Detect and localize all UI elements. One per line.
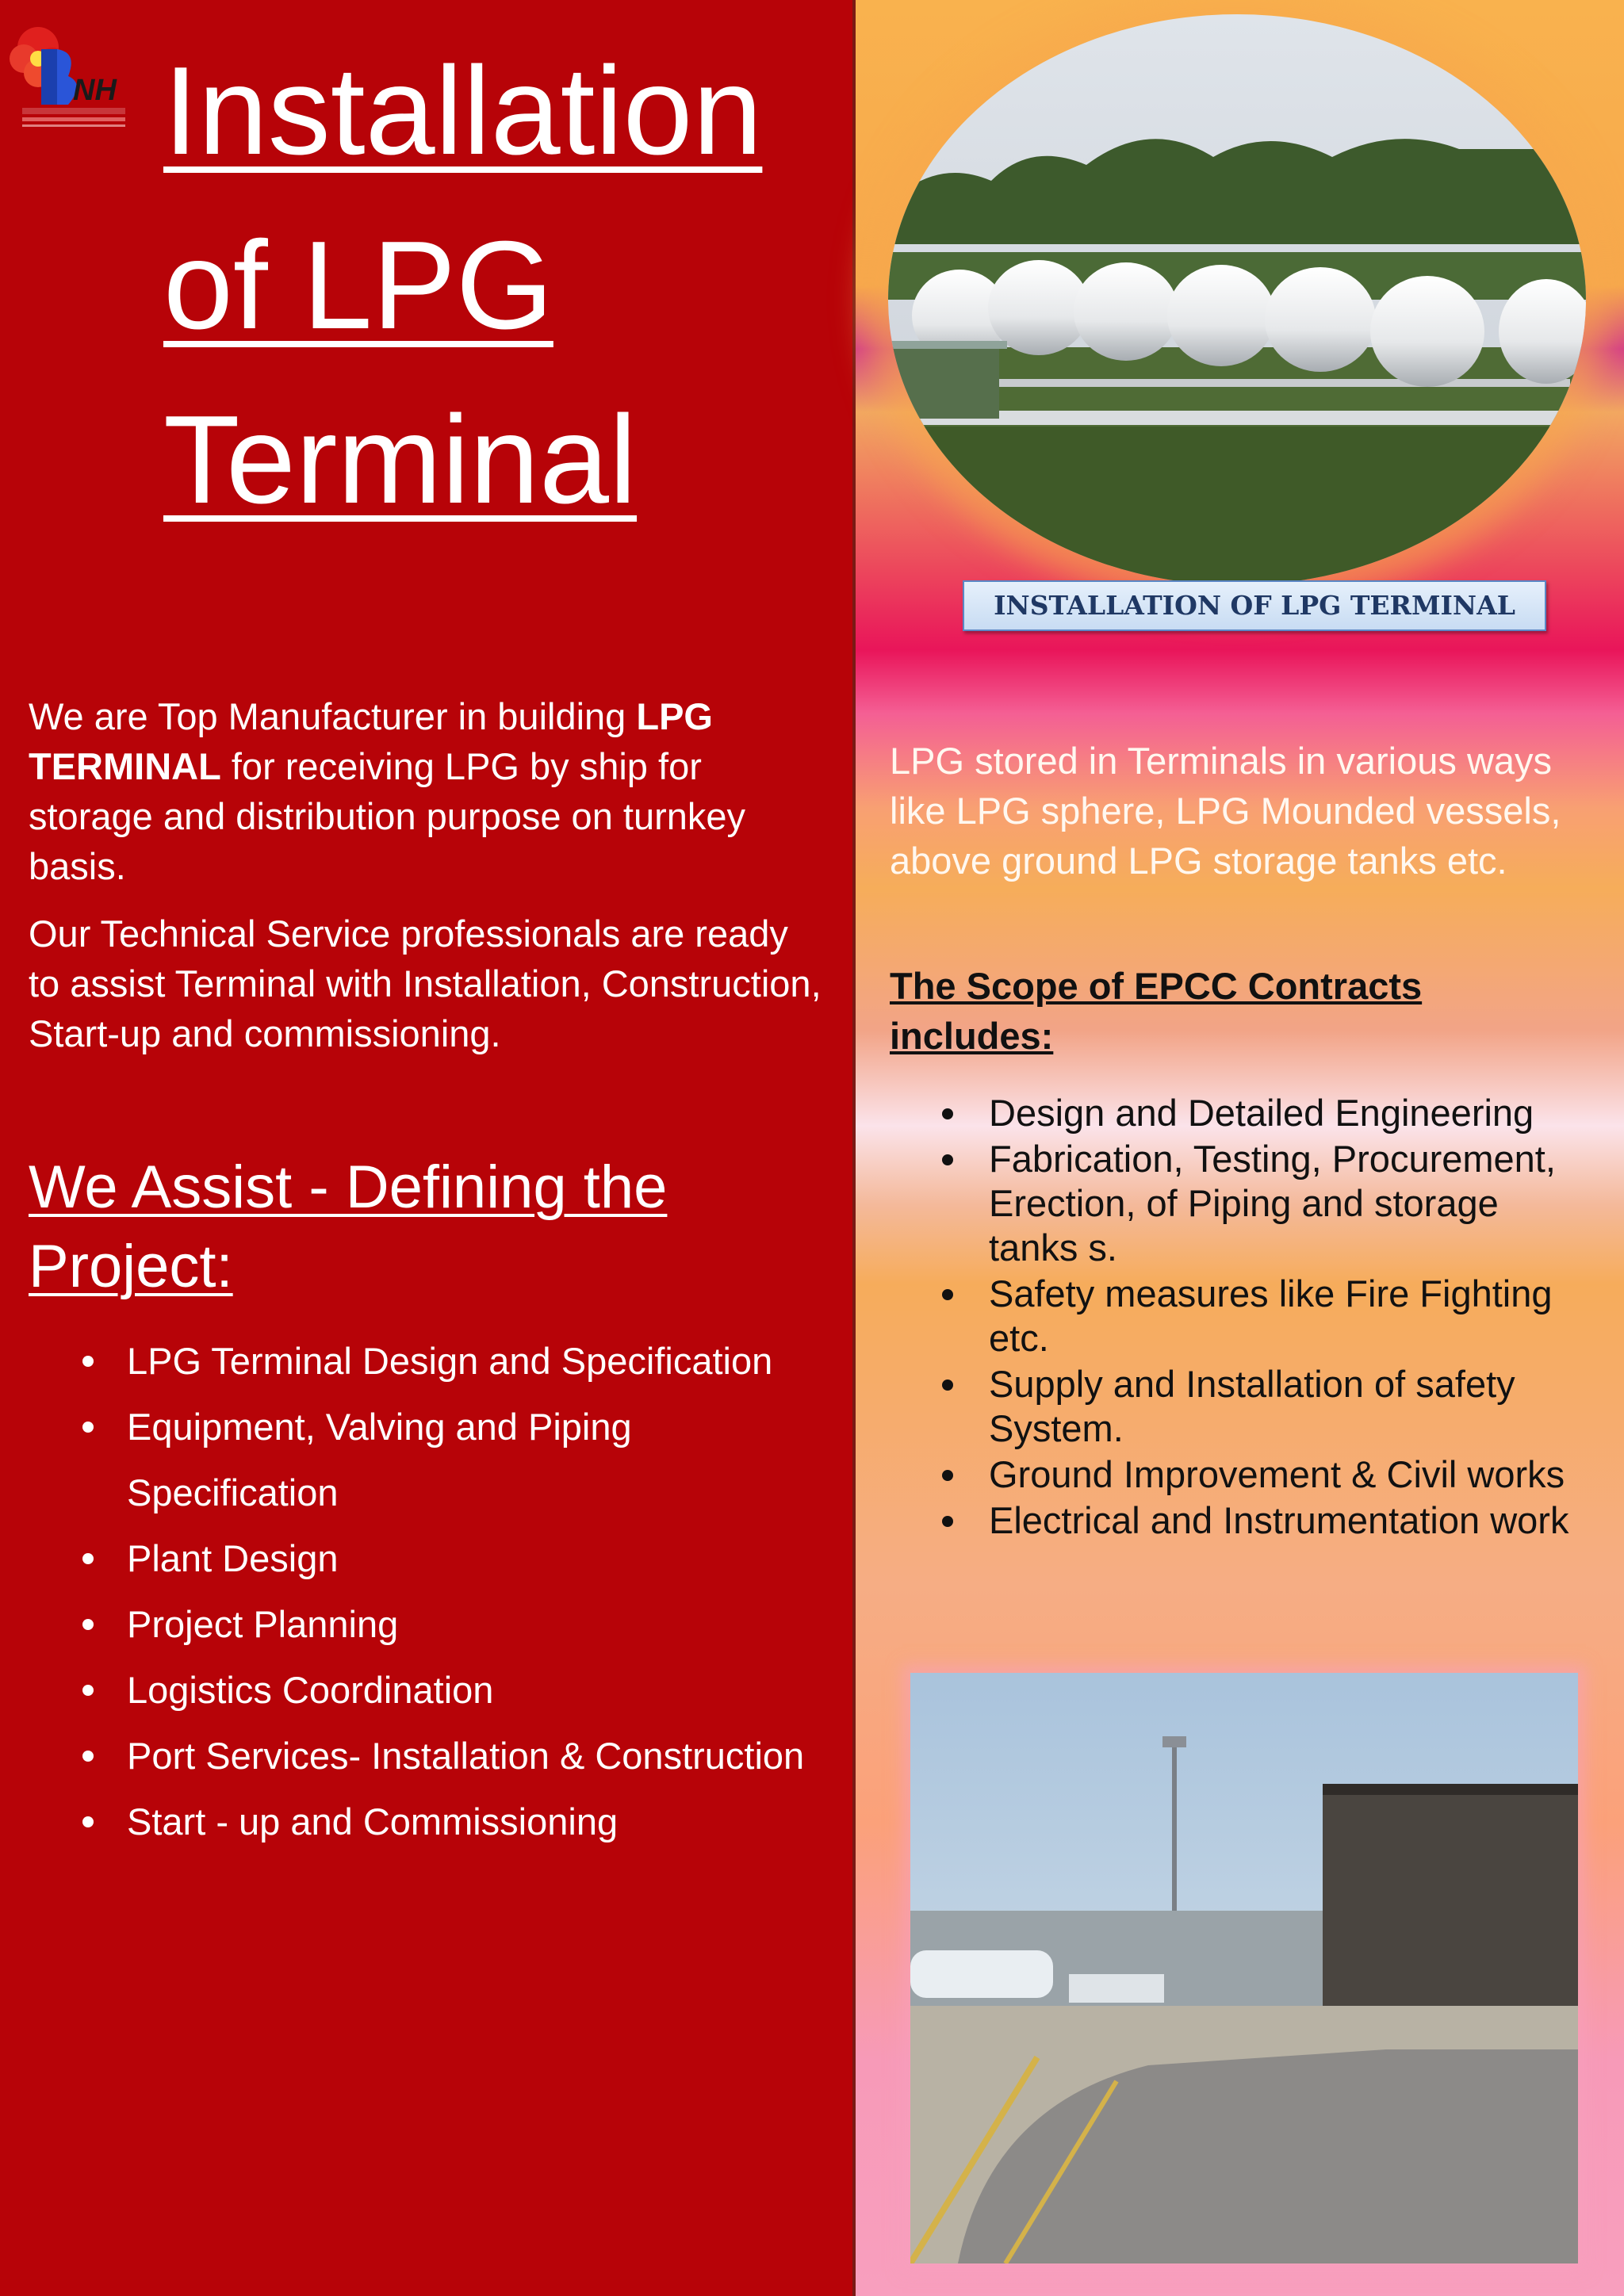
title-line-3: Terminal — [163, 390, 638, 530]
lpg-tanks-image — [888, 14, 1586, 585]
scope-list — [890, 1091, 1588, 1544]
intro-bold-text: LPG TERMINAL — [29, 695, 713, 787]
list-item: Logistics Coordination — [29, 1657, 829, 1723]
assist-list — [29, 1328, 829, 1854]
title-line-2: of LPG — [163, 216, 553, 355]
list-item: LPG Terminal Design and Specification — [29, 1328, 829, 1394]
list-item: Start - up and Commissioning — [29, 1789, 829, 1854]
list-item: Project Planning — [29, 1591, 829, 1657]
list-item: Plant Design — [29, 1525, 829, 1591]
logo-text: NH — [73, 74, 117, 107]
terminal-site-photo — [910, 1673, 1578, 2263]
list-item: Electrical and Instrumentation work — [890, 1498, 1588, 1543]
list-item: Ground Improvement & Civil works — [890, 1452, 1588, 1497]
assist-heading: We Assist - Defining the Project: — [29, 1154, 668, 1300]
lpg-tanks-photo — [888, 14, 1586, 585]
title-line-1: Installation — [163, 41, 763, 181]
intro-paragraph-1 — [29, 691, 829, 891]
storage-description: LPG stored in Terminals in various ways like LPG sphere, LPG Mounded vessels, above ground LPG storage tanks etc. — [890, 740, 1561, 882]
photo-caption: INSTALLATION OF LPG TERMINAL — [963, 580, 1546, 631]
intro-paragraph-2: Our Technical Service professionals are ready to assist Terminal with Installation, Construction, Start-up and commissioning. — [29, 913, 822, 1054]
list-item: Port Services- Installation & Construction — [29, 1723, 829, 1789]
flower-logo-icon — [10, 27, 77, 105]
list-item: Design and Detailed Engineering — [890, 1091, 1588, 1135]
scope-heading: The Scope of EPCC Contracts includes: — [890, 965, 1423, 1057]
intro-text-part: We are Top Manufacturer in building — [29, 695, 637, 737]
list-item: Safety measures like Fire Fighting etc. — [890, 1272, 1588, 1360]
page-title — [163, 24, 837, 547]
terminal-site-image — [910, 1673, 1578, 2263]
company-logo — [6, 17, 133, 128]
list-item: Supply and Installation of safety System. — [890, 1362, 1588, 1451]
list-item: Fabrication, Testing, Procurement, Erection, of Piping and storage tanks s. — [890, 1137, 1588, 1270]
intro-text — [29, 691, 829, 1076]
list-item: Equipment, Valving and Piping Specification — [29, 1394, 829, 1525]
intro-text-part: for receiving LPG by ship for storage and distribution purpose on turnkey basis. — [29, 745, 746, 887]
